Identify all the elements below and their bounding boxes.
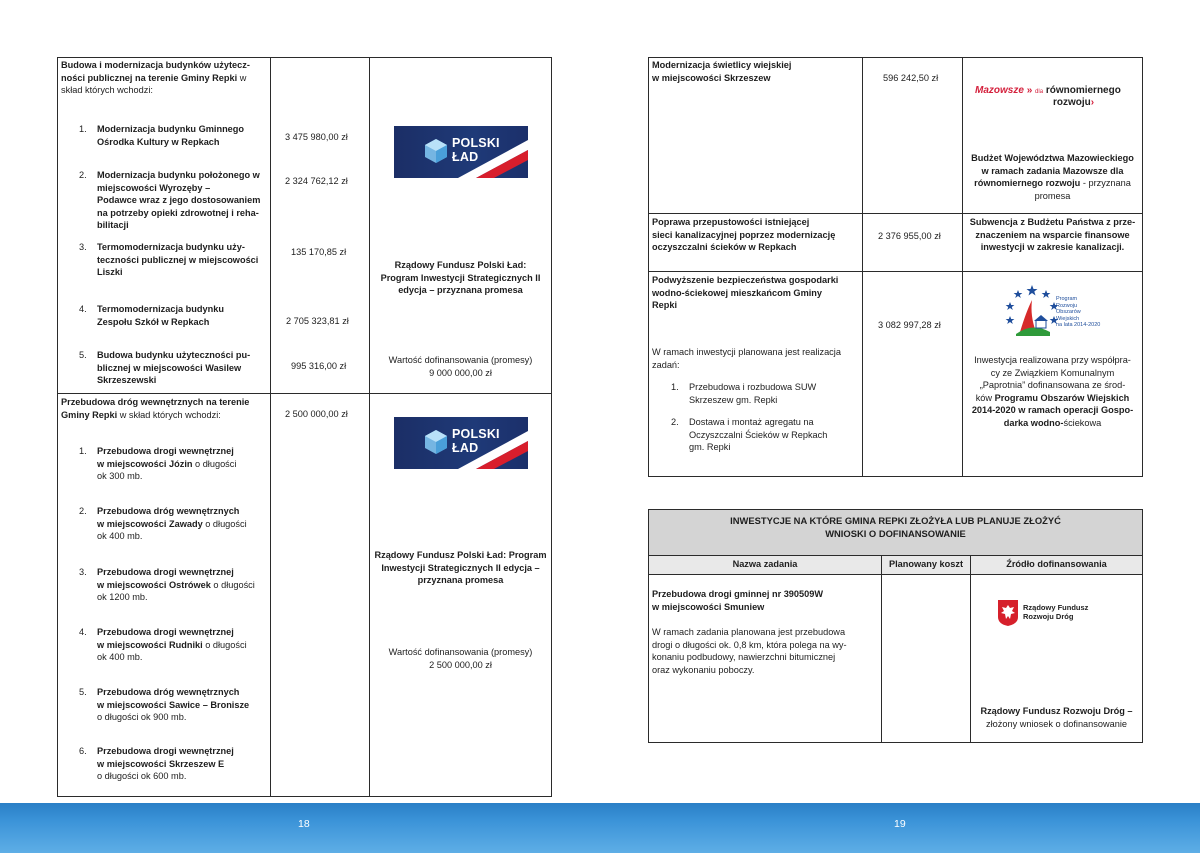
- column-header-cost: Planowany koszt: [888, 559, 964, 569]
- row-amount: 3 082 997,28 zł: [878, 320, 941, 330]
- item-amount: 135 170,85 zł: [291, 247, 347, 257]
- list-item: 5. Budowa budynku użyteczności pu- blicznej w miejscowości Wasilew Skrzeszewski: [79, 350, 251, 386]
- list-item: 2. Modernizacja budynku położonego w miejscowości Wyrozęby – Podawce wraz z jego dostosowaniem na potrzeby opieki zdrowotnej i reha-bilitacji: [79, 170, 261, 231]
- page-number-left: 18: [298, 818, 310, 830]
- prow-logo-text: Program Rozwoju Obszarów Wiejskich na lata 2014-2020: [1056, 296, 1101, 329]
- funding-source: Rządowy Fundusz Rozwoju Dróg – złożony wniosek o dofinansowanie: [980, 706, 1133, 729]
- road-fund-logo: [997, 599, 1107, 629]
- list-item: 5. Przebudowa dróg wewnętrznych w miejscowości Sawice – Bronisze o długości ok 900 mb.: [79, 687, 250, 723]
- table-title: INWESTYCJE NA KTÓRE GMINA REPKI ZŁOŻYŁA LUB PLANUJE ZŁOŻYĆ WNIOSKI O DOFINANSOWANIE: [730, 515, 1061, 539]
- flag-stripes-icon: [458, 126, 528, 178]
- funding-source: Budżet Województwa Mazowieckiego w ramach zadania Mazowsze dla równomiernego rozwoju - przyznana promesa: [971, 153, 1134, 201]
- item-amount: 2 324 762,12 zł: [285, 176, 348, 186]
- list-item: 1. Modernizacja budynku Gminnego Ośrodka Kultury w Repkach: [79, 124, 245, 147]
- row-amount: 2 500 000,00 zł: [285, 409, 348, 419]
- row-description: W ramach inwestycji planowana jest realizacja zadań:: [652, 347, 841, 370]
- row-title: Przebudowa dróg wewnętrznych na terenie Gminy Repki w skład których wchodzi:: [61, 397, 250, 420]
- list-item: 2. Dostawa i montaż agregatu na Oczyszczalni Ścieków w Repkach gm. Repki: [671, 417, 828, 453]
- list-item: 1. Przebudowa i rozbudowa SUW Skrzeszew gm. Repki: [671, 382, 817, 405]
- list-item: 3. Przebudowa drogi wewnętrznej w miejscowości Ostrówek o długości ok 1200 mb.: [79, 567, 255, 603]
- item-amount: 2 705 323,81 zł: [286, 316, 349, 326]
- column-header-source: Źródło dofinansowania: [1006, 559, 1107, 569]
- road-fund-logo-text: Rządowy Fundusz Rozwoju Dróg: [1023, 603, 1089, 621]
- grant-value: Wartość dofinansowania (promesy) 9 000 000,00 zł: [388, 355, 533, 378]
- list-item: 2. Przebudowa dróg wewnętrznych w miejscowości Zawady o długości ok 400 mb.: [79, 506, 247, 542]
- row-title: Poprawa przepustowości istniejącej sieci kanalizacyjnej poprzez modernizację oczyszczalni ścieków w Repkach: [652, 217, 836, 253]
- row-title: Przebudowa drogi gminnej nr 390509W w miejscowości Smuniew: [652, 589, 824, 612]
- item-amount: 995 316,00 zł: [291, 361, 347, 371]
- cube-icon: [424, 138, 448, 164]
- list-item: 6. Przebudowa drogi wewnętrznej w miejscowości Skrzeszew E o długości ok 600 mb.: [79, 746, 234, 782]
- prow-logo: [1002, 282, 1114, 340]
- polski-lad-logo: POLSKI ŁAD: [394, 417, 528, 469]
- page-number-right: 19: [894, 818, 906, 830]
- funding-source: Rządowy Fundusz Polski Ład: Program Inwestycji Strategicznych II edycja – przyznana promesa: [374, 550, 547, 586]
- row-title: Budowa i modernizacja budynków użytecz-ności publicznej na terenie Gminy Repki w skład których wchodzi:: [61, 60, 250, 96]
- cube-icon: [424, 429, 448, 455]
- list-item: 3. Termomodernizacja budynku uży- teczności publicznej w miejscowości Liszki: [79, 242, 259, 278]
- row-title: Modernizacja świetlicy wiejskiej w miejscowości Skrzeszew: [652, 60, 792, 83]
- polish-eagle-icon: [997, 599, 1019, 627]
- list-item: 1. Przebudowa drogi wewnętrznej w miejscowości Józin o długości ok 300 mb.: [79, 446, 237, 482]
- row-description: W ramach zadania planowana jest przebudowa drogi o długości ok. 0,8 km, która polega na wy- konaniu podbudowy, nawierzchni bitumicznej oraz wykonaniu poboczy.: [652, 627, 847, 675]
- mazowsze-logo: Mazowsze » dla równomiernego rozwoju›: [975, 85, 1121, 108]
- polski-lad-logo: POLSKI ŁAD: [394, 126, 528, 178]
- list-item: 4. Przebudowa drogi wewnętrznej w miejscowości Rudniki o długości ok 400 mb.: [79, 627, 247, 663]
- funding-source: Inwestycja realizowana przy współpra- cy ze Związkiem Komunalnym „Paprotnia” dofinansowana ze środ- ków Programu Obszarów Wiejskich 2014-2020 w ramach operacji Gospo- darka wodno-ściekowa: [971, 355, 1134, 428]
- row-title: Podwyższenie bezpieczeństwa gospodarki wodno-ściekowej mieszkańcom Gminy Repki: [652, 275, 839, 311]
- footer-bar: [0, 803, 1200, 853]
- funding-source: Subwencja z Budżetu Państwa z prze- znaczeniem na wsparcie finansowe inwestycji w zakresie kanalizacji.: [969, 217, 1136, 253]
- column-header-name: Nazwa zadania: [732, 559, 798, 569]
- list-item: 4. Termomodernizacja budynku Zespołu Szkół w Repkach: [79, 304, 224, 327]
- funding-source: Rządowy Fundusz Polski Ład: Program Inwestycji Strategicznych II edycja – przyznana promesa: [380, 260, 541, 296]
- grant-value: Wartość dofinansowania (promesy) 2 500 000,00 zł: [388, 647, 533, 670]
- row-amount: 596 242,50 zł: [883, 73, 939, 83]
- flag-stripes-icon: [458, 417, 528, 469]
- row-amount: 2 376 955,00 zł: [878, 231, 941, 241]
- stars-emblem-icon: [1002, 282, 1062, 340]
- item-amount: 3 475 980,00 zł: [285, 132, 348, 142]
